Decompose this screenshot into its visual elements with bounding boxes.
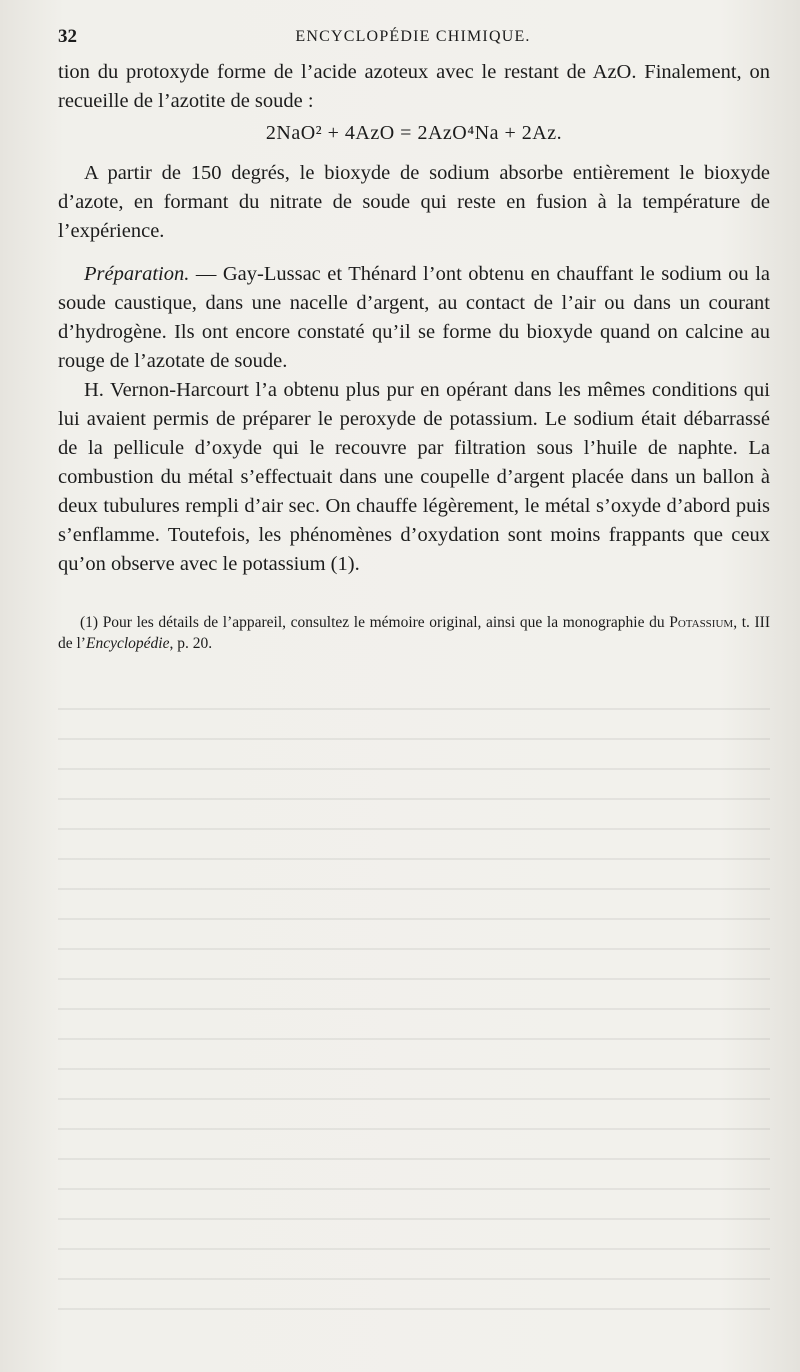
section-label-preparation: Préparation. [84,263,190,285]
footnote-text: (1) Pour les détails de l’appareil, consultez le mémoire original, ainsi que la monographie du Potassium, t. III de l’Encyclopédie, p. 20. [58,614,770,652]
paragraph-vernon-harcourt: H. Vernon-Harcourt l’a obtenu plus pur en opérant dans les mêmes conditions qui lui avaient permis de préparer le peroxyde de potassium. Le sodium était débarrassé de la pellicule d’oxyde qui le recouvre par filtration sous l’huile de naphte. La combustion du métal s’effectuait dans une coupelle d’argent placée dans un ballon à deux tubulures rempli d’air sec. On chauffe légèrement, le métal s’oxyde d’abord puis s’enflamme. Toutefois, les phénomènes d’oxydation sont moins frappants que ceux qu’on observe avec le potassium (1). [58,379,770,575]
paragraph-preparation-text: — Gay-Lussac et Thénard l’ont obtenu en chauffant le sodium ou la soude caustique, dans une nacelle d’argent, au contact de l’air ou dans un courant d’hydrogène. Ils ont encore constaté qu’il se forme du bioxyde quand on calcine au rouge de l’azotate de soude. [58,263,770,372]
running-title: ENCYCLOPÉDIE CHIMIQUE. [295,28,531,45]
body-text [58,58,770,579]
footnote [58,612,770,654]
equation: 2NaO² + 4AzO = 2AzO⁴Na + 2Az. [265,122,563,144]
footnote-smallcaps: Potassium [669,614,734,631]
page-number: 32 [58,26,77,47]
footnote-italic: Encyclopédie [85,635,170,652]
paragraph-continuation: tion du protoxyde forme de l’acide azoteux avec le restant de AzO. Finalement, on recueille de l’azotite de soude : [58,61,770,112]
paragraph-preparation [58,260,770,376]
page-header [58,26,768,52]
paragraph-bioxyde: A partir de 150 degrés, le bioxyde de sodium absorbe entièrement le bioxyde d’azote, en formant du nitrate de soude qui reste en fusion à la température de l’expérience. [58,162,770,242]
bleed-through-texture [58,690,770,1330]
